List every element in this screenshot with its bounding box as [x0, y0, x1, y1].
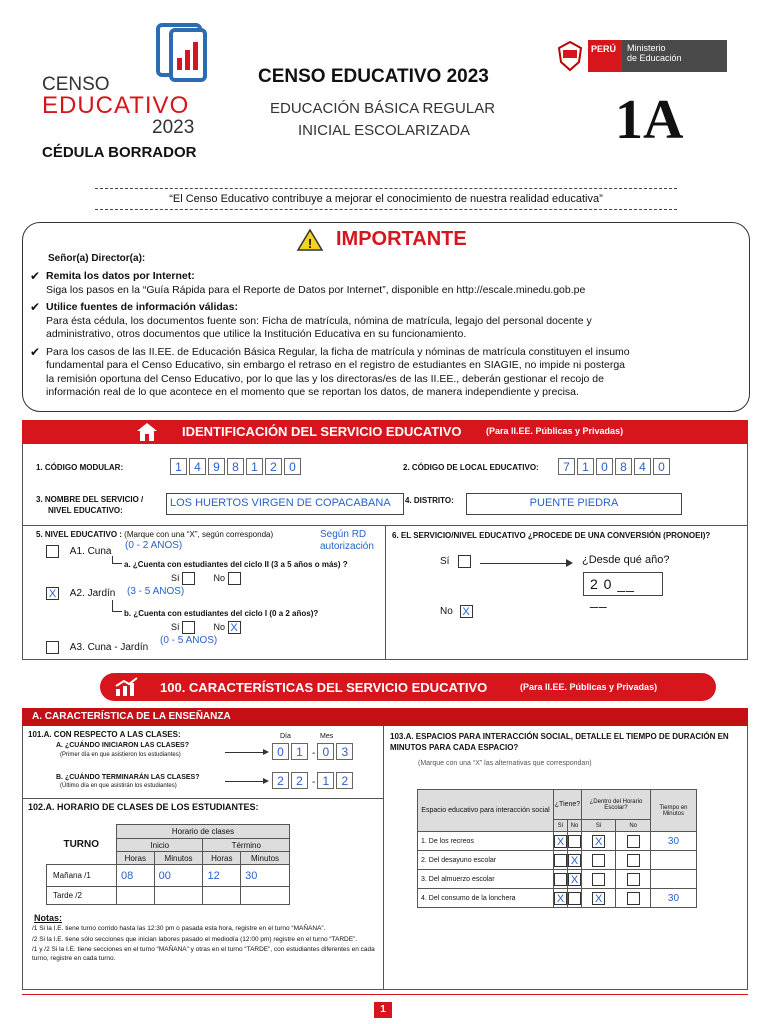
qb-label: b. ¿Cuenta con estudiantes del ciclo I (0 a 2 años)? — [124, 609, 319, 618]
arrow-icon — [112, 556, 122, 564]
table-row — [418, 832, 697, 851]
digit-box[interactable]: 4 — [189, 458, 206, 475]
q101b-sub: (Último día en que asistirán los estudiantes) — [60, 783, 177, 789]
ident-title: IDENTIFICACIÓN DEL SERVICIO EDUCATIVO — [182, 424, 462, 439]
q4-label: 4. DISTRITO: — [405, 496, 454, 505]
manana-termino-minutos[interactable]: 30 — [241, 865, 290, 887]
coat-of-arms-icon — [555, 40, 585, 72]
digit-box[interactable]: 3 — [336, 743, 353, 760]
greeting: Señor(a) Director(a): — [48, 253, 146, 264]
q103-note: (Marque con una “X” las alternativas que correspondan) — [418, 760, 592, 767]
sec100-header — [100, 673, 716, 701]
inicio-date: 0 1 - 0 3 — [272, 743, 355, 760]
warning-icon — [296, 228, 324, 252]
no-header: No — [568, 820, 582, 832]
ident-header — [22, 420, 748, 444]
cedula-borrador: CÉDULA BORRADOR — [42, 144, 197, 161]
digit-box[interactable]: 1 — [170, 458, 187, 475]
nota-3: /1 y /2 Si la I.E. tiene secciones en el turno “MAÑANA” y otras en el turno “TARDE”, con estudiantes diferentes en cada turno, registre en cada turno. — [32, 946, 375, 962]
notas-label: Notas: — [34, 913, 63, 923]
table-row — [418, 870, 697, 889]
tiene-si-checkbox[interactable]: X — [554, 835, 567, 848]
qa-no-label: No — [213, 572, 226, 583]
sec100-title: 100. CARACTERÍSTICAS DEL SERVICIO EDUCATIVO — [160, 680, 488, 695]
codigo-local — [558, 458, 672, 476]
tarde-inicio-horas[interactable] — [117, 887, 155, 905]
no-header: No — [616, 820, 650, 832]
espacios-table — [417, 789, 697, 908]
q3-label-1: 3. NOMBRE DEL SERVICIO / — [36, 495, 144, 504]
tarde-label: Tarde /2 — [47, 887, 117, 905]
table-row — [418, 889, 697, 908]
digit-box[interactable]: 2 — [336, 772, 353, 789]
sec100-scope: (Para II.EE. Públicas y Privadas) — [520, 682, 658, 692]
tiempo-field[interactable] — [650, 870, 696, 889]
item2-title: Utilice fuentes de información válidas: — [46, 301, 238, 313]
codigo-modular — [170, 458, 303, 476]
digit-box[interactable]: 8 — [227, 458, 244, 475]
ministerio-line2: de Educación — [627, 53, 682, 63]
qb-si-label: Sí — [171, 621, 180, 632]
q103-label: 103.A. ESPACIOS PARA INTERACCIÓN SOCIAL, DETALLE EL TIEMPO DE DURACIÓN EN MINUTOS PARA CADA ESPACIO? — [390, 732, 729, 752]
digit-box[interactable]: 7 — [558, 458, 575, 475]
inicio-label: Inicio — [117, 839, 203, 852]
qa-si-label: Sí — [171, 572, 180, 583]
important-title: IMPORTANTE — [336, 228, 467, 250]
ministerio-line1: Ministerio — [627, 43, 666, 53]
dia-label: Día — [280, 733, 291, 740]
digit-box[interactable]: 1 — [246, 458, 263, 475]
item3-text-2: fundamental para el Censo Educativo, sin embargo el retraso en el registro de estudiantes en SIAGIE, no impide ni posterga — [46, 359, 626, 371]
digit-box[interactable]: 2 — [291, 772, 308, 789]
a2-range: (3 - 5 ANOS) — [127, 586, 185, 597]
q6-no-label: No — [440, 606, 453, 618]
digit-box[interactable]: 0 — [284, 458, 301, 475]
subtitle-inicial: INICIAL ESCOLARIZADA — [298, 122, 470, 139]
important-item-1 — [30, 270, 742, 297]
page-title: CENSO EDUCATIVO 2023 — [258, 66, 489, 87]
tiene-si-checkbox[interactable] — [554, 854, 567, 867]
termino-label: Término — [203, 839, 290, 852]
tiempo-field[interactable]: 30 — [650, 832, 696, 851]
digit-box[interactable]: 0 — [317, 743, 334, 760]
horario-table — [46, 824, 290, 905]
tarde-inicio-minutos[interactable] — [154, 887, 203, 905]
qb-si-checkbox[interactable] — [182, 621, 195, 634]
minutos-label: Minutos — [154, 852, 203, 865]
tiene-no-checkbox[interactable]: X — [568, 854, 581, 867]
a3-range: (0 - 5 ANOS) — [160, 635, 218, 646]
qa-label: a. ¿Cuenta con estudiantes del ciclo II (3 a 5 años o más) ? — [124, 560, 348, 569]
col-tiene: ¿Tiene? — [554, 790, 582, 820]
dentro-no-checkbox[interactable] — [627, 854, 640, 867]
ministerio-box — [622, 40, 727, 72]
arrow-right-icon — [225, 781, 265, 782]
segun-rd-1: Según RD — [320, 529, 367, 540]
dentro-si-checkbox[interactable] — [592, 854, 605, 867]
digit-box[interactable]: 4 — [634, 458, 651, 475]
q101-label: 101.A. CON RESPECTO A LAS CLASES: — [28, 730, 181, 739]
q3-label-2: NIVEL EDUCATIVO: — [48, 506, 123, 515]
manana-termino-horas[interactable]: 12 — [203, 865, 241, 887]
q102-label: 102.A. HORARIO DE CLASES DE LOS ESTUDIANTES: — [28, 802, 259, 812]
manana-inicio-minutos[interactable]: 00 — [154, 865, 203, 887]
dentro-si-checkbox[interactable]: X — [592, 835, 605, 848]
q6-si-label: Sí — [440, 556, 450, 568]
minedu-logo — [555, 40, 727, 72]
page-number: 1 — [374, 1002, 392, 1018]
dentro-si-checkbox[interactable] — [592, 873, 605, 886]
manana-label: Mañana /1 — [47, 865, 117, 887]
col-dentro: ¿Dentro del Horario Escolar? — [582, 790, 651, 820]
horas-label: Horas — [203, 852, 241, 865]
fin-date: 2 2 - 1 2 — [272, 772, 355, 789]
row-label: 4. Del consumo de la lonchera — [418, 889, 554, 908]
logo-year: 2023 — [152, 117, 195, 138]
manana-inicio-horas[interactable]: 08 — [117, 865, 155, 887]
row-label: 3. Del almuerzo escolar — [418, 870, 554, 889]
turno-label: TURNO — [63, 838, 100, 850]
qb-no-checkbox[interactable]: X — [228, 621, 241, 634]
item3-text-4: información real de lo que acontece en el momento que se reportan los datos, de manera independiente y precisa. — [46, 386, 579, 398]
arrow-right-icon — [480, 563, 570, 564]
q2-label: 2. CÓDIGO DE LOCAL EDUCATIVO: — [403, 463, 539, 472]
nombre-field[interactable]: LOS HUERTOS VIRGEN DE COPACABANA — [166, 493, 404, 515]
important-item-2 — [30, 301, 742, 342]
item3-text-3: la remisión oportuna del Censo Educativo, por lo que las y los directoras/es de las II.EE., deberán gestionar el recojo de — [46, 372, 604, 385]
q5-note: (Marque con una “X”, según corresponda) — [124, 530, 274, 539]
q101a-label: A. ¿CUÁNDO INICIARON LAS CLASES? — [56, 742, 189, 749]
school-icon — [136, 422, 158, 442]
arrow-right-icon — [225, 752, 265, 753]
item2-text-2: administrativo, otros documentos que utilice la Institución Educativa en su funcionamiento. — [46, 328, 467, 340]
row-label: 1. De los recreos — [418, 832, 554, 851]
censo-logo — [40, 22, 220, 161]
digit-box[interactable]: 0 — [272, 743, 289, 760]
a3-label: A3. Cuna - Jardín — [69, 642, 149, 654]
ident-scope: (Para II.EE. Públicas y Privadas) — [486, 426, 624, 436]
logo-educativo: EDUCATIVO — [42, 92, 190, 119]
arrow-icon — [112, 600, 122, 612]
item1-text: Siga los pasos en la “Guía Rápida para el Reporte de Datos por Internet”, disponible en http://escale.minedu.gob.pe — [46, 283, 586, 296]
quote-box — [95, 188, 677, 210]
q5-label: 5. NIVEL EDUCATIVO : — [36, 530, 122, 539]
tarde-termino-horas[interactable] — [203, 887, 241, 905]
a1-label: A1. Cuna — [69, 546, 112, 558]
digit-box[interactable]: 0 — [596, 458, 613, 475]
digit-box[interactable]: 1 — [291, 743, 308, 760]
dentro-si-checkbox[interactable]: X — [592, 892, 605, 905]
mes-label: Mes — [320, 733, 334, 740]
book-chart-icon — [155, 22, 210, 84]
col-espacio: Espacio educativo para interacción social — [418, 790, 554, 832]
dentro-no-checkbox[interactable] — [627, 873, 640, 886]
q6-label: 6. EL SERVICIO/NIVEL EDUCATIVO ¿PROCEDE DE UNA CONVERSIÓN (PRONOEI)? — [392, 531, 711, 540]
a3-checkbox[interactable] — [46, 641, 59, 654]
a1-checkbox[interactable] — [46, 545, 59, 558]
check-icon: ✔ — [30, 300, 41, 314]
si-header: Sí — [554, 820, 568, 832]
item1-title: Remita los datos por Internet: — [46, 270, 195, 282]
q6-no-checkbox[interactable]: X — [460, 605, 473, 618]
a2-checkbox[interactable]: X — [46, 587, 59, 600]
tiene-si-checkbox[interactable] — [554, 873, 567, 886]
logo-censo: CENSO — [42, 74, 110, 95]
tiene-no-checkbox[interactable]: X — [568, 873, 581, 886]
qb-no-label: No — [213, 621, 226, 632]
check-icon: ✔ — [30, 269, 41, 283]
qa-si-checkbox[interactable] — [182, 572, 195, 585]
q101a-sub: (Primer día en que asistieron los estudiantes) — [60, 752, 181, 758]
subtitle-ebr: EDUCACIÓN BÁSICA REGULAR — [270, 100, 496, 117]
tiempo-field[interactable] — [650, 851, 696, 870]
item2-text-1: Para ésta cédula, los documentos fuente son: Ficha de matrícula, nómina de matrícula, legajo del personal docente y — [46, 314, 592, 327]
q101b-label: B. ¿CUÁNDO TERMINARÁN LAS CLASES? — [56, 774, 200, 781]
digit-box[interactable]: 9 — [208, 458, 225, 475]
col-tiempo: Tiempo en Minutos — [650, 790, 696, 832]
q6-si-checkbox[interactable] — [458, 555, 471, 568]
table-row — [418, 851, 697, 870]
item3-text-1: Para los casos de las II.EE. de Educación Básica Regular, la ficha de matrícula y nóminas de matrícula constituyen el insumo — [46, 345, 630, 358]
tiene-no-checkbox[interactable] — [568, 892, 581, 905]
form-code: 1A — [615, 89, 684, 151]
si-header: Sí — [582, 820, 616, 832]
minutos-label: Minutos — [241, 852, 290, 865]
chart-icon — [114, 677, 140, 697]
digit-box[interactable]: 2 — [272, 772, 289, 789]
tiempo-field[interactable]: 30 — [650, 889, 696, 908]
horas-label: Horas — [117, 852, 155, 865]
a2-label: A2. Jardín — [69, 588, 116, 600]
nota-2: /2 Si la I.E. tiene sólo secciones que inician labores pasado el mediodía (12:00 pm) registre en el turno “TARDE”. — [32, 935, 358, 943]
quote-text: “El Censo Educativo contribuye a mejorar el conocimiento de nuestra realidad educativa” — [169, 193, 603, 205]
q6-year-field[interactable]: 2 0 __ __ — [583, 572, 663, 596]
digit-box[interactable]: 0 — [653, 458, 670, 475]
digit-box[interactable]: 2 — [265, 458, 282, 475]
segun-rd-2: autorización — [320, 541, 374, 552]
digit-box[interactable]: 1 — [317, 772, 334, 789]
digit-box[interactable]: 1 — [577, 458, 594, 475]
tarde-termino-minutos[interactable] — [241, 887, 290, 905]
subsection-a: A. CARACTERÍSTICA DE LA ENSEÑANZA — [22, 708, 748, 726]
dentro-no-checkbox[interactable] — [627, 892, 640, 905]
digit-box[interactable]: 8 — [615, 458, 632, 475]
tiene-si-checkbox[interactable]: X — [554, 892, 567, 905]
a1-range: (0 - 2 ANOS) — [125, 540, 183, 551]
horario-title: Horario de clases — [117, 825, 290, 839]
q1-label: 1. CÓDIGO MODULAR: — [36, 463, 124, 472]
important-item-3 — [30, 346, 742, 400]
dentro-no-checkbox[interactable] — [627, 835, 640, 848]
peru-label: PERÚ — [588, 40, 622, 72]
check-icon: ✔ — [30, 344, 41, 359]
tiene-no-checkbox[interactable] — [568, 835, 581, 848]
distrito-field[interactable]: PUENTE PIEDRA — [466, 493, 682, 515]
nota-1: /1 Si la I.E. tiene turno corrido hasta las 12:30 pm o pasada esta hora, registre en el turno “MAÑANA”. — [32, 925, 326, 932]
svg-text:!: ! — [307, 236, 313, 251]
row-label: 2. Del desayuno escolar — [418, 851, 554, 870]
qa-no-checkbox[interactable] — [228, 572, 241, 585]
q6-desde-label: ¿Desde qué año? — [582, 554, 670, 566]
